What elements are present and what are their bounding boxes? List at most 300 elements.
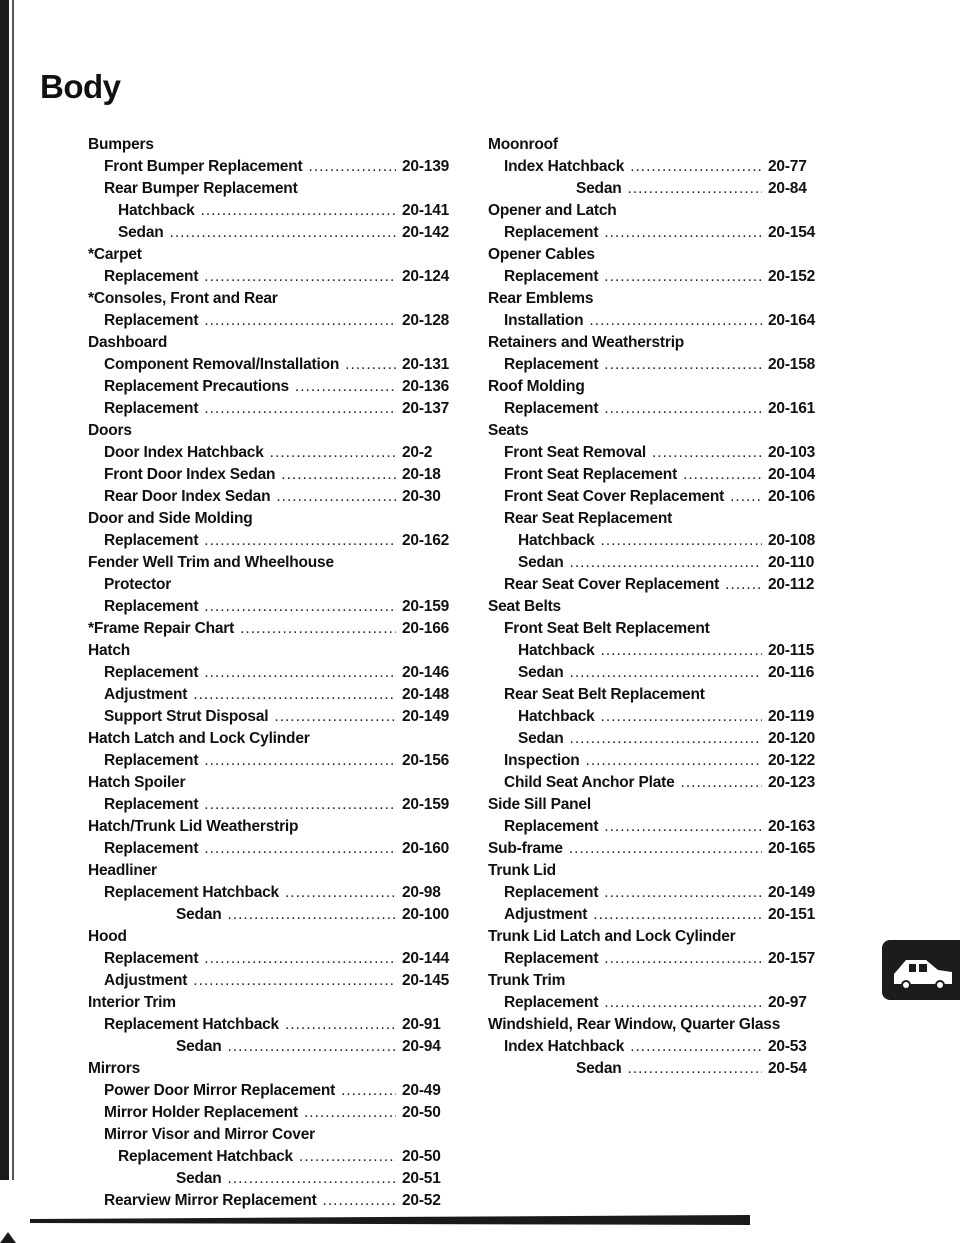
index-entry	[88, 398, 460, 420]
entry-label: Replacement Hatchback	[104, 884, 279, 901]
entry-page-number: 20-98	[402, 884, 441, 901]
entry-page-number: 20-139	[402, 158, 450, 175]
dot-leader	[730, 486, 762, 508]
dot-leader	[604, 354, 762, 376]
dot-leader	[570, 728, 762, 750]
dot-leader	[228, 904, 396, 926]
entry-page-number: 20-49	[402, 1082, 441, 1099]
entry-label: Inspection	[504, 752, 580, 769]
index-right-column	[488, 134, 826, 1080]
entry-page-number: 20-115	[768, 642, 815, 659]
index-entry	[88, 486, 460, 508]
entry-heading: Dashboard	[88, 334, 168, 351]
entry-label: Replacement Hatchback	[104, 1016, 279, 1033]
entry-label: Replacement	[504, 994, 599, 1011]
binding-edge-bar	[0, 0, 9, 1180]
page-footer-rule	[30, 1213, 750, 1227]
index-entry	[88, 860, 460, 882]
entry-label: Replacement	[504, 950, 599, 967]
entry-label: Sedan	[176, 906, 222, 923]
dot-leader	[345, 354, 396, 376]
index-entry	[88, 134, 460, 156]
dot-leader	[228, 1036, 396, 1058]
entry-heading: Opener Cables	[488, 246, 595, 263]
dot-leader	[204, 596, 396, 618]
index-entry	[88, 1014, 460, 1036]
index-entry	[88, 1190, 460, 1212]
entry-page-number: 20-162	[402, 532, 450, 549]
dot-leader	[285, 882, 396, 904]
dot-leader	[586, 750, 762, 772]
entry-label: Front Bumper Replacement	[104, 158, 303, 175]
entry-heading: Hatch	[88, 642, 131, 659]
entry-page-number: 20-110	[768, 554, 815, 571]
entry-label: Replacement Hatchback	[118, 1148, 293, 1165]
index-entry	[488, 398, 826, 420]
dot-leader	[274, 706, 396, 728]
entry-label: Child Seat Anchor Plate	[504, 774, 675, 791]
entry-label: Sedan	[518, 730, 564, 747]
index-entry	[488, 464, 826, 486]
entry-label: Adjustment	[104, 686, 188, 703]
dot-leader	[204, 794, 396, 816]
dot-leader	[604, 398, 762, 420]
entry-label: Rear Door Index Sedan	[104, 488, 271, 505]
entry-heading: Rear Emblems	[488, 290, 594, 307]
entry-label: Rearview Mirror Replacement	[104, 1192, 317, 1209]
entry-page-number: 20-149	[768, 884, 816, 901]
dot-leader	[204, 310, 396, 332]
index-entry	[88, 200, 460, 222]
dot-leader	[604, 992, 762, 1014]
entry-heading: Windshield, Rear Window, Quarter Glass	[488, 1016, 781, 1033]
entry-page-number: 20-144	[402, 950, 450, 967]
entry-heading: Fender Well Trim and Wheelhouse	[88, 554, 334, 571]
entry-label: Sedan	[576, 1060, 622, 1077]
index-entry	[488, 1058, 826, 1080]
index-entry	[488, 530, 826, 552]
entry-label: Front Seat Replacement	[504, 466, 678, 483]
entry-page-number: 20-91	[402, 1016, 441, 1033]
entry-heading: *Carpet	[88, 246, 142, 263]
index-entry	[488, 288, 826, 310]
entry-heading: Hood	[88, 928, 127, 945]
entry-page-number: 20-136	[402, 378, 450, 395]
index-entry	[488, 266, 826, 288]
index-entry	[488, 442, 826, 464]
entry-label: Support Strut Disposal	[104, 708, 269, 725]
index-entry	[488, 354, 826, 376]
dot-leader	[725, 574, 762, 596]
index-entry	[488, 200, 826, 222]
index-entry	[88, 794, 460, 816]
entry-label: Sedan	[118, 224, 164, 241]
index-entry	[88, 354, 460, 376]
index-entry	[488, 508, 826, 530]
entry-label: Sedan	[576, 180, 622, 197]
index-entry	[88, 156, 460, 178]
index-entry	[88, 926, 460, 948]
entry-page-number: 20-165	[768, 840, 816, 857]
entry-page-number: 20-131	[402, 356, 450, 373]
entry-label: Sedan	[176, 1170, 222, 1187]
entry-label: Replacement	[504, 884, 599, 901]
index-entry	[88, 640, 460, 662]
entry-label: Hatchback	[518, 708, 595, 725]
dot-leader	[204, 662, 396, 684]
index-entry	[488, 134, 826, 156]
entry-label: Adjustment	[104, 972, 188, 989]
entry-heading: Bumpers	[88, 136, 154, 153]
index-entry	[488, 904, 826, 926]
entry-label: Component Removal/Installation	[104, 356, 340, 373]
entry-heading: Interior Trim	[88, 994, 176, 1011]
entry-page-number: 20-148	[402, 686, 450, 703]
entry-page-number: 20-157	[768, 950, 816, 967]
dot-leader	[570, 552, 762, 574]
index-entry	[88, 882, 460, 904]
page-corner-mark	[0, 1228, 16, 1243]
entry-page-number: 20-119	[768, 708, 815, 725]
index-entry	[488, 178, 826, 200]
entry-page-number: 20-161	[768, 400, 816, 417]
entry-page-number: 20-116	[768, 664, 815, 681]
index-entry	[488, 574, 826, 596]
index-entry	[488, 992, 826, 1014]
index-entry	[488, 794, 826, 816]
index-entry	[488, 728, 826, 750]
entry-heading: Rear Seat Replacement	[504, 510, 673, 527]
entry-heading: Protector	[104, 576, 172, 593]
entry-heading: Trunk Lid	[488, 862, 556, 879]
index-entry	[88, 1058, 460, 1080]
index-entry	[88, 772, 460, 794]
entry-page-number: 20-103	[768, 444, 816, 461]
entry-label: Replacement	[104, 268, 199, 285]
index-entry	[488, 310, 826, 332]
entry-heading: Hatch Spoiler	[88, 774, 186, 791]
dot-leader	[569, 838, 762, 860]
index-entry	[88, 464, 460, 486]
index-entry	[488, 420, 826, 442]
entry-heading: Trunk Trim	[488, 972, 566, 989]
entry-label: Hatchback	[518, 642, 595, 659]
index-entry	[488, 552, 826, 574]
entry-label: Replacement	[104, 400, 199, 417]
entry-page-number: 20-108	[768, 532, 816, 549]
dot-leader	[570, 662, 762, 684]
index-entry	[88, 222, 460, 244]
index-entry	[88, 596, 460, 618]
index-entry	[88, 574, 460, 596]
entry-page-number: 20-164	[768, 312, 816, 329]
dot-leader	[604, 882, 762, 904]
entry-label: Replacement	[104, 796, 199, 813]
dot-leader	[652, 442, 762, 464]
dot-leader	[628, 1058, 762, 1080]
entry-heading: Moonroof	[488, 136, 558, 153]
entry-label: Replacement	[104, 950, 199, 967]
index-left-column	[88, 134, 460, 1212]
entry-page-number: 20-100	[402, 906, 450, 923]
entry-label: Index Hatchback	[504, 158, 625, 175]
index-entry	[488, 486, 826, 508]
entry-heading: Seats	[488, 422, 529, 439]
entry-label: Replacement	[504, 356, 599, 373]
dot-leader	[323, 1190, 396, 1212]
entry-page-number: 20-120	[768, 730, 816, 747]
entry-heading: Doors	[88, 422, 132, 439]
index-entry	[88, 1168, 460, 1190]
entry-heading: Mirrors	[88, 1060, 141, 1077]
entry-page-number: 20-151	[768, 906, 816, 923]
index-entry	[488, 244, 826, 266]
entry-page-number: 20-51	[402, 1170, 441, 1187]
dot-leader	[308, 156, 396, 178]
dot-leader	[204, 838, 396, 860]
index-entry	[488, 970, 826, 992]
index-entry	[488, 838, 826, 860]
entry-heading: Hatch/Trunk Lid Weatherstrip	[88, 818, 299, 835]
entry-heading: Rear Seat Belt Replacement	[504, 686, 705, 703]
dot-leader	[193, 970, 396, 992]
dot-leader	[295, 376, 396, 398]
index-entry	[488, 222, 826, 244]
index-entry	[88, 1124, 460, 1146]
entry-label: Installation	[504, 312, 584, 329]
dot-leader	[281, 464, 396, 486]
dot-leader	[204, 266, 396, 288]
dot-leader	[304, 1102, 396, 1124]
index-entry	[88, 684, 460, 706]
dot-leader	[601, 640, 762, 662]
entry-label: Replacement Precautions	[104, 378, 289, 395]
entry-page-number: 20-2	[402, 444, 433, 461]
dot-leader	[681, 772, 762, 794]
index-entry	[88, 706, 460, 728]
entry-page-number: 20-159	[402, 796, 450, 813]
entry-page-number: 20-141	[402, 202, 450, 219]
entry-page-number: 20-154	[768, 224, 816, 241]
entry-label: Replacement	[104, 840, 199, 857]
index-entry	[88, 1036, 460, 1058]
entry-page-number: 20-122	[768, 752, 816, 769]
index-entry	[88, 618, 460, 640]
entry-label: Adjustment	[504, 906, 588, 923]
entry-label: Replacement	[504, 224, 599, 241]
dot-leader	[341, 1080, 396, 1102]
index-entry	[88, 1080, 460, 1102]
index-entry	[488, 662, 826, 684]
entry-heading: Headliner	[88, 862, 157, 879]
dot-leader	[204, 530, 396, 552]
dot-leader	[228, 1168, 396, 1190]
entry-page-number: 20-54	[768, 1060, 807, 1077]
entry-label: Rear Seat Cover Replacement	[504, 576, 720, 593]
dot-leader	[204, 948, 396, 970]
entry-page-number: 20-128	[402, 312, 450, 329]
entry-label: Sedan	[176, 1038, 222, 1055]
dot-leader	[604, 266, 762, 288]
index-entry	[88, 838, 460, 860]
index-entry	[488, 684, 826, 706]
entry-label: Mirror Holder Replacement	[104, 1104, 298, 1121]
binding-edge-line	[12, 0, 14, 1180]
index-entry	[488, 706, 826, 728]
index-entry	[88, 970, 460, 992]
index-entry	[88, 662, 460, 684]
entry-page-number: 20-146	[402, 664, 450, 681]
index-entry	[88, 442, 460, 464]
index-entry	[88, 244, 460, 266]
index-entry	[488, 332, 826, 354]
index-entry	[88, 948, 460, 970]
entry-page-number: 20-142	[402, 224, 450, 241]
entry-page-number: 20-112	[768, 576, 815, 593]
section-tab[interactable]	[882, 940, 960, 1000]
entry-page-number: 20-106	[768, 488, 816, 505]
index-entry	[88, 552, 460, 574]
index-entry	[88, 530, 460, 552]
index-entry	[88, 904, 460, 926]
entry-label: Sedan	[518, 554, 564, 571]
entry-label: Replacement	[104, 664, 199, 681]
entry-label: Front Seat Cover Replacement	[504, 488, 725, 505]
dot-leader	[630, 1036, 762, 1058]
entry-label: Hatchback	[118, 202, 195, 219]
entry-label: Power Door Mirror Replacement	[104, 1082, 336, 1099]
entry-page-number: 20-77	[768, 158, 807, 175]
entry-label: Replacement	[104, 532, 199, 549]
dot-leader	[601, 530, 762, 552]
index-entry	[488, 860, 826, 882]
dot-leader	[276, 486, 396, 508]
index-entry	[488, 376, 826, 398]
dot-leader	[170, 222, 396, 244]
entry-page-number: 20-94	[402, 1038, 441, 1055]
entry-heading: Seat Belts	[488, 598, 561, 615]
entry-page-number: 20-163	[768, 818, 816, 835]
entry-page-number: 20-50	[402, 1104, 441, 1121]
entry-label: Front Door Index Sedan	[104, 466, 276, 483]
index-entry	[88, 310, 460, 332]
entry-heading: Front Seat Belt Replacement	[504, 620, 710, 637]
entry-label: Replacement	[104, 598, 199, 615]
entry-page-number: 20-145	[402, 972, 450, 989]
entry-label: Hatchback	[518, 532, 595, 549]
entry-page-number: 20-158	[768, 356, 816, 373]
entry-heading: Trunk Lid Latch and Lock Cylinder	[488, 928, 736, 945]
index-entry	[488, 156, 826, 178]
entry-heading: Side Sill Panel	[488, 796, 591, 813]
page-title: Body	[40, 68, 121, 105]
index-entry	[88, 816, 460, 838]
entry-page-number: 20-160	[402, 840, 450, 857]
index-entry	[488, 882, 826, 904]
dot-leader	[589, 310, 762, 332]
index-entry	[88, 508, 460, 530]
car-body-icon	[882, 940, 960, 1000]
dot-leader	[604, 222, 762, 244]
index-entry	[488, 640, 826, 662]
dot-leader	[204, 750, 396, 772]
index-entry	[488, 816, 826, 838]
index-entry	[488, 772, 826, 794]
dot-leader	[240, 618, 396, 640]
entry-page-number: 20-53	[768, 1038, 807, 1055]
index-entry	[488, 926, 826, 948]
index-entry	[488, 618, 826, 640]
index-entry	[88, 1146, 460, 1168]
entry-page-number: 20-124	[402, 268, 450, 285]
entry-label: Replacement	[504, 268, 599, 285]
entry-heading: Rear Bumper Replacement	[104, 180, 298, 197]
dot-leader	[201, 200, 396, 222]
entry-page-number: 20-137	[402, 400, 450, 417]
entry-label: Replacement	[504, 400, 599, 417]
entry-page-number: 20-104	[768, 466, 816, 483]
dot-leader	[299, 1146, 396, 1168]
index-entry	[88, 288, 460, 310]
index-entry	[488, 1036, 826, 1058]
index-entry	[88, 992, 460, 1014]
entry-page-number: 20-84	[768, 180, 807, 197]
index-entry	[88, 376, 460, 398]
entry-page-number: 20-149	[402, 708, 450, 725]
entry-label: Replacement	[504, 818, 599, 835]
entry-page-number: 20-166	[402, 620, 450, 637]
entry-page-number: 20-30	[402, 488, 441, 505]
index-entry	[488, 948, 826, 970]
index-entry	[88, 1102, 460, 1124]
dot-leader	[204, 398, 396, 420]
entry-page-number: 20-50	[402, 1148, 441, 1165]
entry-page-number: 20-97	[768, 994, 807, 1011]
entry-label: Replacement	[104, 752, 199, 769]
entry-heading: *Consoles, Front and Rear	[88, 290, 278, 307]
entry-heading: Mirror Visor and Mirror Cover	[104, 1126, 315, 1143]
entry-label: Replacement	[104, 312, 199, 329]
dot-leader	[604, 948, 762, 970]
entry-heading: Opener and Latch	[488, 202, 617, 219]
entry-page-number: 20-123	[768, 774, 816, 791]
entry-label: Front Seat Removal	[504, 444, 646, 461]
entry-label: Sub-frame	[488, 840, 563, 857]
index-entry	[88, 266, 460, 288]
entry-label: Sedan	[518, 664, 564, 681]
index-entry	[88, 420, 460, 442]
index-entry	[488, 596, 826, 618]
dot-leader	[683, 464, 762, 486]
dot-leader	[270, 442, 396, 464]
dot-leader	[285, 1014, 396, 1036]
dot-leader	[193, 684, 396, 706]
entry-page-number: 20-18	[402, 466, 441, 483]
entry-page-number: 20-152	[768, 268, 816, 285]
entry-label: Door Index Hatchback	[104, 444, 264, 461]
entry-heading: Roof Molding	[488, 378, 585, 395]
dot-leader	[601, 706, 762, 728]
entry-page-number: 20-156	[402, 752, 450, 769]
dot-leader	[593, 904, 762, 926]
entry-label: Index Hatchback	[504, 1038, 625, 1055]
dot-leader	[604, 816, 762, 838]
index-entry	[88, 332, 460, 354]
entry-label: *Frame Repair Chart	[88, 620, 235, 637]
entry-heading: Door and Side Molding	[88, 510, 253, 527]
dot-leader	[630, 156, 762, 178]
entry-heading: Retainers and Weatherstrip	[488, 334, 685, 351]
